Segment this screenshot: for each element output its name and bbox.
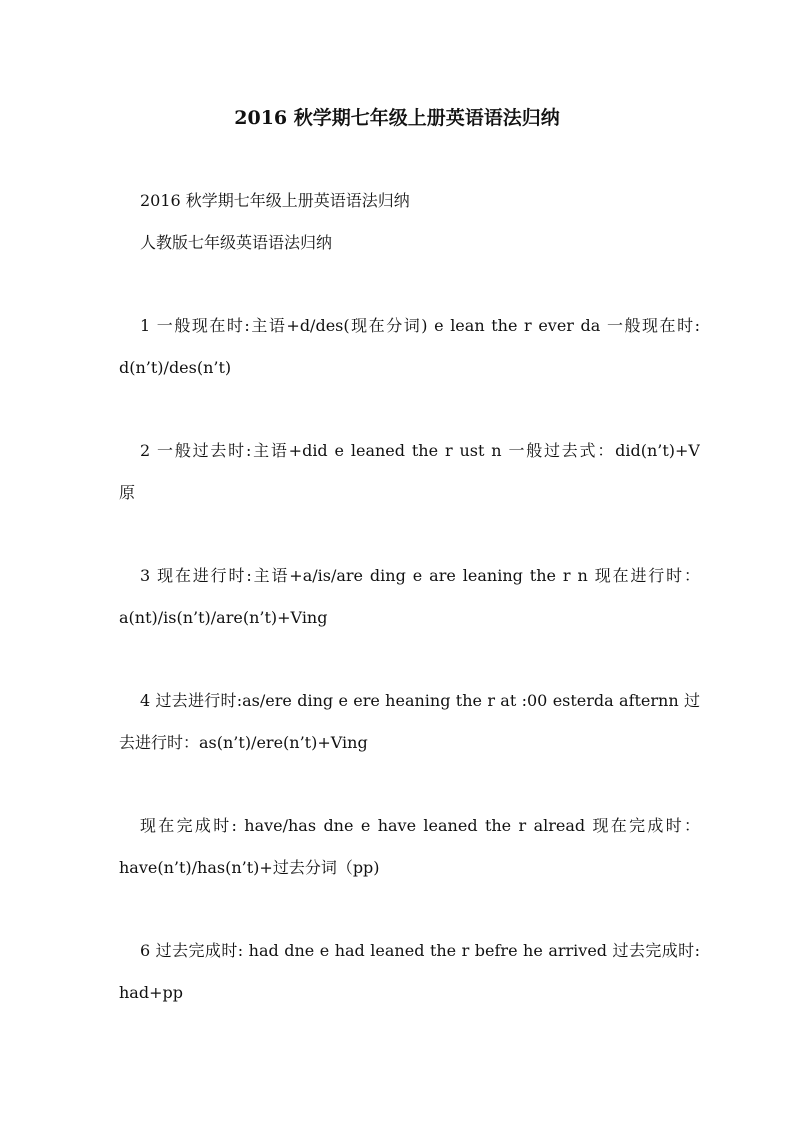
section-6-line-1: 6 过去完成时: had dne e had leaned the r befre he arrived 过去完成时:	[140, 941, 700, 960]
section-2-line-1: 2 一般过去时:主语+did e leaned the r ust n 一般过去式：did(n’t)+V	[140, 441, 700, 460]
section-1-line-2: d(n’t)/des(n’t)	[119, 358, 232, 377]
edition-line: 人教版七年级英语语法归纳	[140, 233, 333, 252]
document-subtitle: 2016 秋学期七年级上册英语语法归纳	[140, 191, 410, 210]
document-title: 2016 秋学期七年级上册英语语法归纳	[234, 107, 560, 129]
section-2-line-2: 原	[119, 483, 136, 502]
section-3-line-2: a(nt)/is(n’t)/are(n’t)+Ving	[119, 608, 328, 627]
section-5-line-1: 现在完成时: have/has dne e have leaned the r alread 现在完成时：	[140, 816, 700, 835]
section-1-line-1: 1 一般现在时:主语+d/des(现在分词) e lean the r ever da 一般现在时:	[140, 316, 700, 335]
section-4-line-2: 去进行时：as(n’t)/ere(n’t)+Ving	[119, 733, 368, 752]
section-6-line-2: had+pp	[119, 983, 183, 1002]
section-5-line-2: have(n’t)/has(n’t)+过去分词（pp)	[119, 858, 380, 877]
section-3-line-1: 3 现在进行时:主语+a/is/are ding e are leaning the r n 现在进行时：	[140, 566, 700, 585]
section-4-line-1: 4 过去进行时:as/ere ding e ere heaning the r at :00 esterda afternn 过	[140, 691, 700, 710]
